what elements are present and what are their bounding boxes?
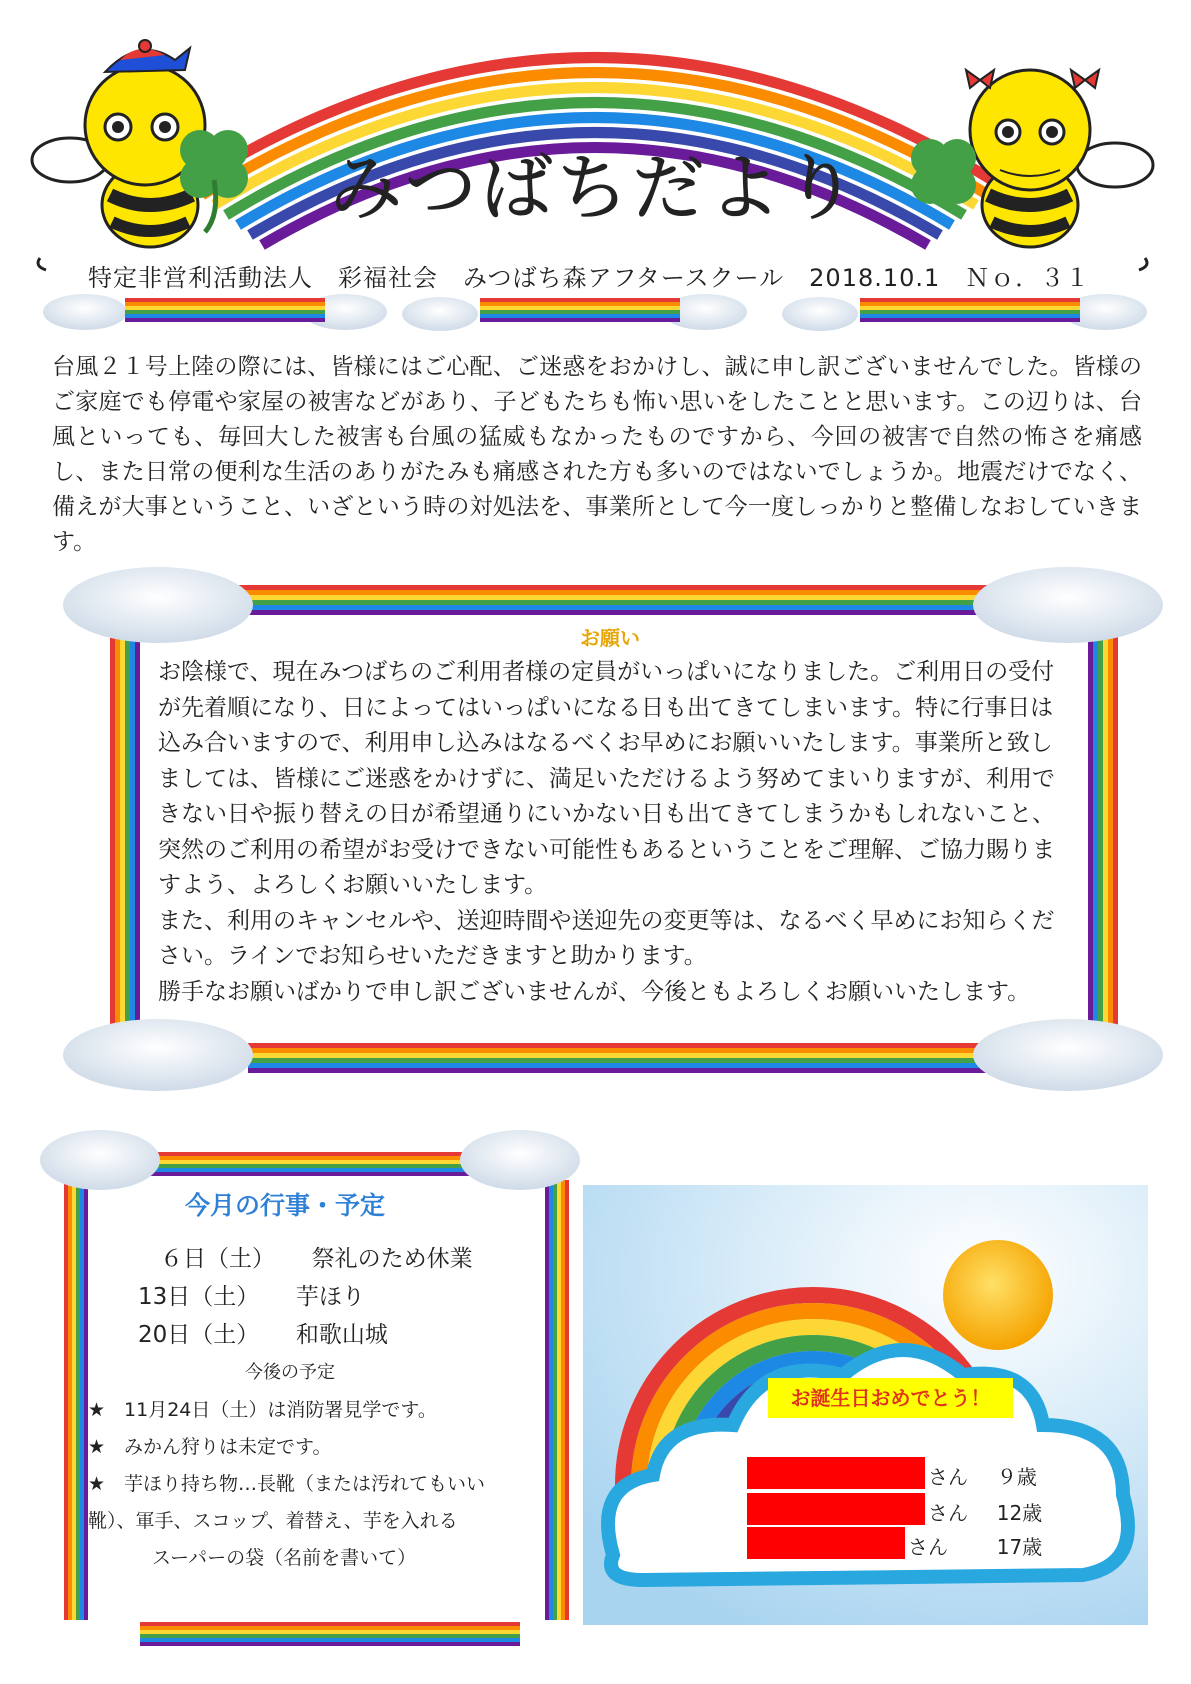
age: 12歳: [996, 1501, 1043, 1525]
sun-icon: [943, 1240, 1053, 1350]
age: ９歳: [996, 1465, 1037, 1489]
honorific: さん: [928, 1465, 968, 1489]
event-row: [138, 1278, 365, 1311]
redacted-name: [747, 1457, 925, 1489]
redacted-name: [747, 1527, 905, 1559]
birthday-title: お誕生日おめでとう！: [768, 1378, 1013, 1418]
event-name: 芋ほり: [295, 1284, 365, 1310]
notice-paragraph: 勝手なお願いばかりで申し訳ございませんが、今後ともよろしくお願いいたします。: [158, 978, 1031, 1005]
event-name: 祭礼のため休業: [311, 1246, 473, 1272]
events-title: 今月の行事・予定: [185, 1191, 386, 1220]
notice-paragraph: お陰様で、現在みつばちのご利用者様の定員がいっぱいになりました。ご利用日の受付が先着順になり、日によってはいっぱいになる日も出てきてしまいます。特に行事日は込み合いますので、利用申し込みはなるべくお早めにお願いいたします。事業所と致しましては、皆様にご迷惑をかけずに、満足いただけるよう努めてまいりますが、利用できない日や振り替えの日が希望通りにいかない日も出てきてしまうかもしれないこと、突然のご利用の希望がお受けできない可能性もあるということをご理解、ご協力賜りますよう、よろしくお願いいたします。: [158, 659, 1055, 898]
event-row: [138, 1316, 388, 1349]
rainbow-strip: [125, 298, 1080, 322]
event-name: 和歌山城: [295, 1322, 388, 1348]
honorific: さん: [928, 1501, 968, 1525]
bee-left-icon: [32, 40, 205, 247]
age: 17歳: [996, 1535, 1043, 1559]
bee-right-icon: [966, 70, 1153, 247]
birthday-entry: [928, 1461, 1037, 1490]
event-date: ６日（土）: [160, 1246, 275, 1272]
birthday-entry: [908, 1531, 1042, 1560]
future-note: スーパーの袋（名前を書いて）: [152, 1547, 417, 1569]
event-row: [160, 1240, 473, 1273]
birthday-entry: [928, 1497, 1042, 1526]
newsletter-title: みつばちだより: [330, 146, 861, 230]
event-date: 20日（土）: [138, 1322, 260, 1348]
notice-body: [158, 655, 1063, 1010]
intro-paragraph: 台風２１号上陸の際には、皆様にはご心配、ご迷惑をおかけし、誠に申し訳ございませんでした。皆様のご家庭でも停電や家屋の被害などがあり、子どもたちも怖い思いをしたことと思います。この辺りは、台風といっても、毎回大した被害も台風の猛威もなかったものですから、今回の被害で自然の怖さを痛感し、また日常の便利な生活のありがたみも痛感された方も多いのではないでしょうか。地震だけでなく、備えが大事ということ、いざという時の対処法を、事業所として今一度しっかりと整備しなおしていきます。: [52, 354, 1142, 555]
future-note: ★ 芋ほり持ち物…長靴（または汚れてもいい: [88, 1473, 486, 1495]
notice-paragraph: また、利用のキャンセルや、送迎時間や送迎先の変更等は、なるべく早めにお知らください。ラインでお知らせいただきますと助かります。: [158, 907, 1055, 969]
future-note: ★ 11月24日（土）は消防署見学です。: [88, 1399, 437, 1421]
notice-title: お願い: [580, 626, 640, 650]
redacted-name: [747, 1493, 925, 1525]
newsletter-subtitle: 特定非営利活動法人 彩福社会 みつばち森アフタースクール 2018.10.1 Ｎｏ．３１: [88, 264, 1091, 292]
future-heading: 今後の予定: [245, 1362, 335, 1383]
event-date: 13日（土）: [138, 1284, 260, 1310]
future-note: 靴）、軍手、スコップ、着替え、芋を入れる: [88, 1510, 458, 1532]
future-note: ★ みかん狩りは未定です。: [88, 1436, 332, 1458]
honorific: さん: [908, 1535, 948, 1559]
